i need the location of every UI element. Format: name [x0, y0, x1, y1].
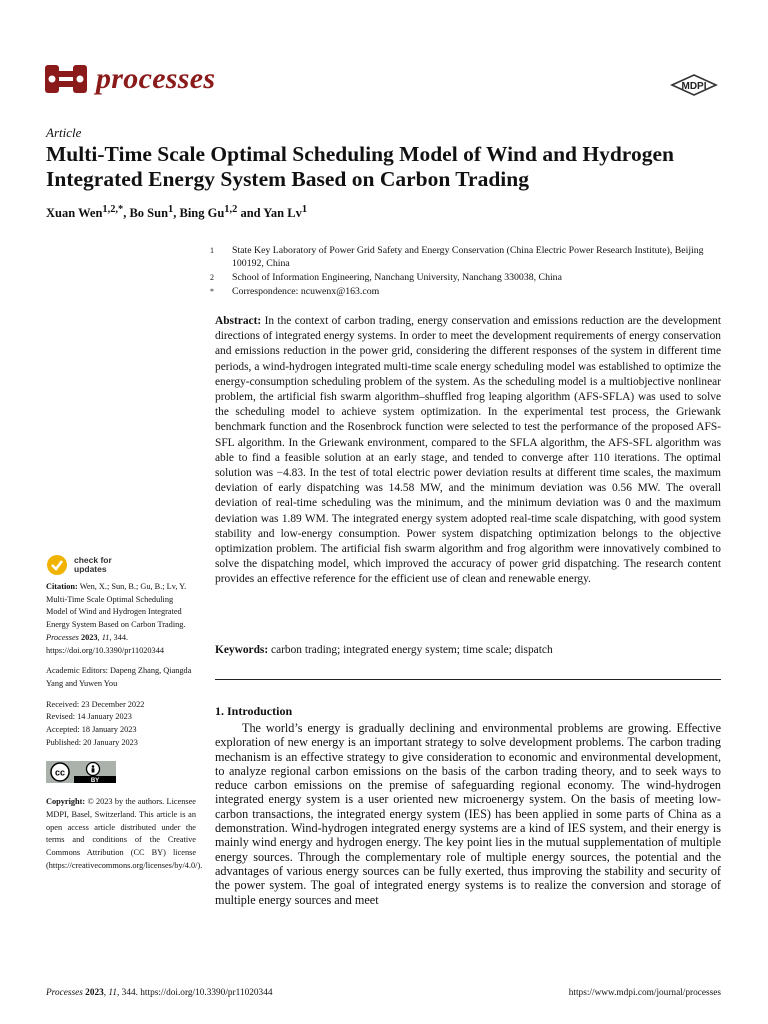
date-received: Received: 23 December 2022 [46, 699, 145, 709]
section-heading: 1. Introduction [215, 704, 293, 718]
citation-doi-link[interactable]: , 344. https://doi.org/10.3390/pr11020344 [46, 632, 165, 655]
article-type: Article [46, 125, 82, 140]
affil-text: State Key Laboratory of Power Grid Safety and Energy Conservation (China Electric Power Research Institute), Beijing 100192, China [232, 245, 704, 269]
copyright-notice: Copyright: © 2023 by the authors. Licensee MDPI, Basel, Switzerland. This article is an open access article distributed under the terms and conditions of the Creative Commons Attribution (CC BY) license (https://creativecommons.org/licenses/by/4.0/). [46, 797, 203, 870]
intro-paragraph: The world’s energy is gradually declining and environmental problems are growing. Effective exploration of new energy is an important strategy to solve development problems. The carbon trading mechanism is an effective strategy to give consideration to economic and environmental development, to analyze regional carbon emissions on the basis of the carbon trading theory, and to seek ways to reduce carbon emissions on the premise of safeguarding regional economy. The wind-hydrogen integrated energy system is a user oriented new microenergy system. On the basis of meeting low-carbon transactions, the integrated energy system (IES) has been applied in some parts of China as a demonstration. Wind-hydrogen integrated energy systems are a kind of IES system, and their energy is mainly wind energy and hydrogen energy. The key point lies in the mutual supplementation of multiple energy sources. Through the complementary role of multiple energy sources, the potential and the advantages of various energy sources can be fully exerted, thus improving the stability and security of the power system. The goal of integrated energy systems is to realize the conversion and storage of multiple energy sources and meet [215, 721, 721, 907]
author-sup: 1 [301, 204, 308, 215]
author-list: Xuan Wen$^{1,2,*}$, Bo Sun$^1$, Bing Gu$^{1,2}$ and Yan Lv$^1$ [46, 204, 308, 221]
processes-logo-icon [45, 61, 87, 97]
divider [215, 679, 721, 680]
check-icon [46, 554, 68, 576]
mdpi-text: MDPI [681, 81, 707, 92]
author-sup: 1,2,* [102, 204, 124, 215]
author: Bo Sun [129, 206, 169, 221]
dates [46, 699, 196, 750]
sidebar [46, 581, 203, 872]
affil-mark: * [210, 287, 214, 296]
author: Xuan Wen [46, 206, 103, 221]
footer-citation: Processes 2023, 11, 344. https://doi.org/10.3390/pr11020344 [46, 988, 273, 998]
svg-text:cc: cc [54, 767, 66, 778]
mdpi-logo-icon [668, 73, 720, 97]
date-revised: Revised: 14 January 2023 [46, 712, 132, 722]
check-for-updates-button[interactable]: check for updates [46, 554, 112, 576]
date-accepted: Accepted: 18 January 2023 [46, 725, 137, 735]
footer-doi-link[interactable]: , 344. https://doi.org/10.3390/pr11020344 [117, 988, 273, 998]
abstract-text: In the context of carbon trading, energy conservation and emissions reduction are the development directions of integrated energy systems. In order to meet the development requirements of energy conservation and emissions reduction in the power grid, considering the different responses of the system in different time periods, a wind-hydrogen integrated multi-time scale energy scheduling model was established to optimize the energy-consumption scheduling problem of the system. As the scheduling model is a multiobjective nonlinear problem, the artificial fish swarm algorithm–shuffled frog leaping algorithm (AFS-SFLA) was used to solve the scheduling model to achieve system optimization. In the experimental test process, the Griewank benchmark function and the Rosenbrock function were selected to test the performance of the proposed AFS-SFL algorithm. In the Griewank environment, compared to the SFLA algorithm, the AFS-SFL algorithm was able to find a feasible solution at an early stage, and tended to converge after 110 iterations. The optimal solution was −4.83. In the test of total electric power deviation results at different time scales, the maximum deviation of early dispatching was 14.58 MW, and the minimum deviation was 0.56 MW. The overall deviation of real-time scheduling was the minimum, and the minimum deviation was 0 and the maximum deviation was 1.89 WM. The integrated energy system adopted real-time scale dispatching, with good system stability and low-energy consumption. Power system dispatching optimization belongs to the objective optimization problem. The artificial fish swarm algorithm and frog algorithm were innovatively combined to solve the dispatching model, which improved the accuracy of power grid dispatching. The research content provides an effective reference for the efficient use of clean and renewable energy. [215, 315, 721, 586]
affil-mark: 2 [210, 273, 214, 282]
author-sup: 1 [168, 204, 174, 215]
keywords-label: Keywords: [215, 644, 269, 656]
keywords-text: carbon trading; integrated energy system; time scale; dispatch [271, 644, 553, 656]
academic-editors: Academic Editors: Dapeng Zhang, Qiangda Yang and Yuwen You [46, 666, 192, 688]
author-sup: 1,2 [224, 204, 238, 215]
author: Yan Lv [263, 206, 302, 221]
cc-by-license-icon[interactable] [46, 761, 116, 783]
author: Bing Gu [179, 206, 225, 221]
affil-text: School of Information Engineering, Nanchang University, Nanchang 330038, China [232, 272, 562, 283]
affiliations [210, 244, 730, 299]
svg-text:BY: BY [90, 778, 100, 784]
affil-mark: 1 [210, 246, 214, 255]
date-published: Published: 20 January 2023 [46, 737, 138, 747]
journal-name: processes [96, 62, 216, 95]
abstract-label: Abstract: [215, 315, 262, 327]
keywords [215, 644, 721, 656]
abstract [215, 314, 721, 588]
paper-title: Multi-Time Scale Optimal Scheduling Model of Wind and Hydrogen Integrated Energy System Based on Carbon Trading [46, 142, 674, 191]
footer-journal-url[interactable]: https://www.mdpi.com/journal/processes [568, 988, 721, 998]
citation: Citation: Wen, X.; Sun, B.; Gu, B.; Lv, Y. Multi-Time Scale Optimal Scheduling Model of Wind and Hydrogen Integrated Energy System Based on Carbon Trading. Processes 2023, 11, 344. https://doi.org/10.3390/pr11020344 [46, 582, 187, 655]
correspondence: Correspondence: ncuwenx@163.com [232, 286, 380, 297]
